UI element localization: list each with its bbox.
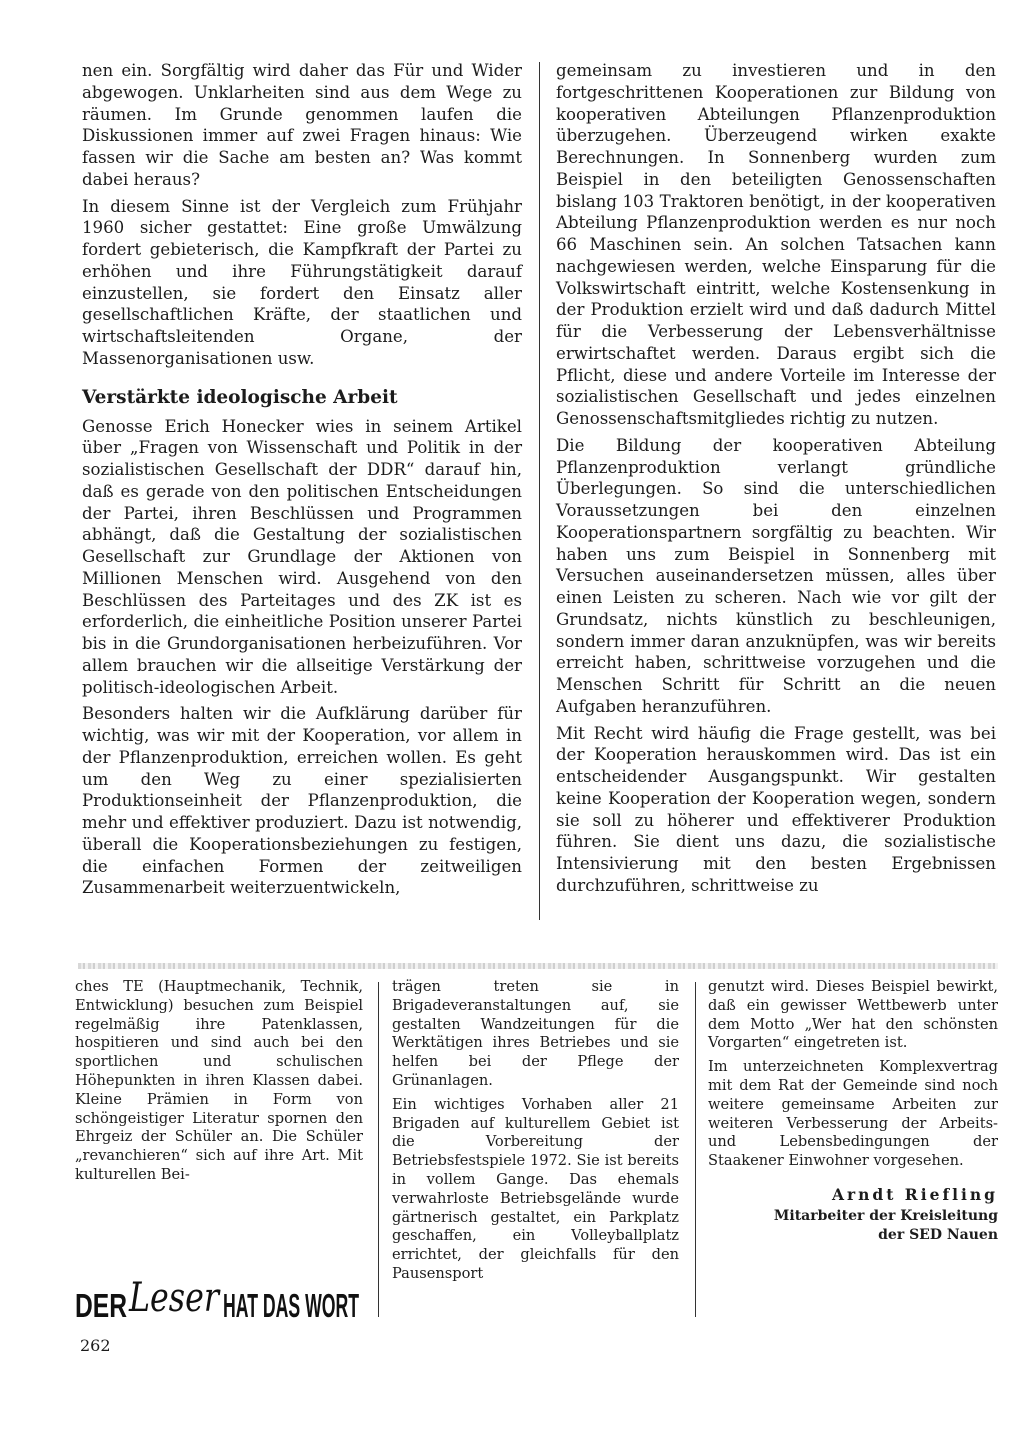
column-rule xyxy=(378,982,379,1317)
der-leser-hat-das-wort-logo xyxy=(75,1265,360,1329)
author-role-line-2: der SED Nauen xyxy=(878,1226,998,1243)
logo-word-der: DER xyxy=(75,1287,128,1324)
paragraph: In diesem Sinne ist der Vergleich zum Frühjahr 1960 sicher gestattet: Eine große Umwälzung fordert gebieterisch, die Kampfkraft der Partei zu erhöhen und ihre Führungstätigkeit darauf einzustellen, sie fordert den Einsatz aller gesellschaftlichen Kräfte, der staatlichen und wirtschaftsleitenden Organe, der Massenorganisationen usw. xyxy=(82,196,522,368)
section-divider xyxy=(78,963,998,969)
logo-word-leser: Leser xyxy=(128,1275,222,1321)
article-column-right xyxy=(556,60,996,902)
paragraph: Ein wichtiges Vorhaben aller 21 Brigaden auf kulturellem Gebiet ist die Vorbereitung der Betriebsfestspiele 1972. Sie ist bereits in vollem Gange. Das ehemals verwahrloste Betriebsgelände wurde gärtnerisch gestaltet, ein Parkplatz geschaffen, ein Volleyballplatz errichtet, der gleichfalls für den Pausensport xyxy=(392,1095,679,1282)
paragraph: Im unterzeichneten Komplexvertrag mit dem Rat der Gemeinde sind noch weitere gemeinsame Arbeiten zur weiteren Verbesserung der Arbeits- und Lebensbedingungen der Staakener Einwohner vorgesehen. xyxy=(708,1058,998,1170)
paragraph: ches TE (Hauptmechanik, Technik, Entwicklung) besuchen zum Beispiel regelmäßig ihre Patenklassen, hospitieren und sind auch bei den sportlichen und schulischen Höhepunkten in ihren Klassen dabei. Kleine Prämien in Form von schöngeistiger Literatur spornen den Ehrgeiz der Schüler an. Die Schüler „revanchieren“ sich auf ihre Art. Mit kulturellen Bei- xyxy=(75,978,363,1183)
paragraph: genutzt wird. Dieses Beispiel bewirkt, daß ein gewisser Wettbewerb unter dem Motto „Wer hat den schönsten Vorgarten“ eingetreten ist. xyxy=(708,978,998,1052)
letter-column-2 xyxy=(392,978,679,1289)
logo-word-hat-das-wort: HAT DAS WORT xyxy=(223,1287,359,1324)
letter-column-3 xyxy=(708,978,998,1245)
letter-column-1 xyxy=(75,978,363,1190)
section-heading: Verstärkte ideologische Arbeit xyxy=(82,386,398,408)
page-number: 262 xyxy=(80,1336,111,1355)
author-role-line-1: Mitarbeiter der Kreisleitung xyxy=(773,1207,998,1224)
column-rule xyxy=(695,982,696,1317)
author-name: Arndt Riefling xyxy=(831,1184,998,1204)
column-rule xyxy=(539,62,540,920)
paragraph: nen ein. Sorgfältig wird daher das Für und Wider abgewogen. Unklarheiten sind aus dem Wege zu räumen. Im Grunde genommen laufen die Diskussionen immer auf zwei Fragen hinaus: Wie fassen wir die Sache am besten an? Was kommt dabei heraus? xyxy=(82,61,522,189)
paragraph: Mit Recht wird häufig die Frage gestellt, was bei der Kooperation herauskommen wird. Das ist ein entscheidender Ausgangspunkt. Wir gestalten keine Kooperation der Kooperation wegen, sondern sie soll zu höherer und effektiverer Produktion führen. Sie dient uns dazu, die sozialistische Intensivierung mit den besten Ergebnissen durchzuführen, schrittweise zu xyxy=(556,723,996,895)
paragraph: Die Bildung der kooperativen Abteilung Pflanzenproduktion verlangt gründliche Überlegungen. So sind die unterschiedlichen Voraussetzungen bei den einzelnen Kooperationspartnern sorgfältig zu beachten. Wir haben uns zum Beispiel in Sonnenberg mit Versuchen auseinandersetzen müssen, alles über einen Leisten zu scheren. Nach wie vor gilt der Grundsatz, nichts künstlich zu beschleunigen, sondern immer daran anzuknüpfen, was wir bereits erreicht haben, schrittweise vorzugehen und die Menschen Schritt für Schritt an die neuen Aufgaben heranzuführen. xyxy=(556,435,996,716)
paragraph: trägen treten sie in Brigadeveranstaltungen auf, sie gestalten Wandzeitungen für die Werktätigen ihres Betriebes und sie helfen bei der Pflege der Grünanlagen. xyxy=(392,978,679,1089)
paragraph: Genosse Erich Honecker wies in seinem Artikel über „Fragen von Wissenschaft und Politik in der sozialistischen Gesellschaft der DDR“ darauf hin, daß es gerade von den politischen Entscheidungen der Partei, ihren Beschlüssen und Programmen abhängt, daß die Gestaltung der sozialistischen Gesellschaft zur Grundlage der Aktionen von Millionen Menschen wird. Ausgehend von den Beschlüssen des Parteitages und des ZK ist es erforderlich, die einheitliche Position unserer Partei bis in die Grundorganisationen herbeizuführen. Vor allem brauchen wir die allseitige Verstärkung der politisch-ideologischen Arbeit. xyxy=(82,416,522,697)
paragraph: Besonders halten wir die Aufklärung darüber für wichtig, was wir mit der Kooperation, vor allem in der Pflanzenproduktion, erreichen wollen. Es geht um den Weg zu einer spezialisierten Produktionseinheit der Pflanzenproduktion, die mehr und effektiver produziert. Dazu ist notwendig, überall die Kooperationsbeziehungen zu festigen, die einfachen Formen der zeitweiligen Zusammenarbeit weiterzuentwickeln, xyxy=(82,704,522,898)
paragraph: gemeinsam zu investieren und in den fortgeschrittenen Kooperationen zur Bildung von kooperativen Abteilungen Pflanzenproduktion überzugehen. Überzeugend wirken exakte Berechnungen. In Sonnenberg wurden zum Beispiel in den beteiligten Genossenschaften bislang 103 Traktoren benötigt, in der kooperativen Abteilung Pflanzenproduktion werden es nur noch 66 Maschinen sein. An solchen Tatsachen kann nachgewiesen werden, welche Einsparung für die Volkswirtschaft eintritt, welche Kostensenkung in der Produktion erzielt wird und daß dadurch Mittel für die Verbesserung der Lebensverhältnisse erwirtschaftet werden. Daraus ergibt sich die Pflicht, diese und andere Vorteile im Interesse der sozialistischen Gesellschaft und jedes einzelnen Genossenschaftsmitgliedes richtig zu nutzen. xyxy=(556,61,996,428)
article-column-left xyxy=(82,60,522,904)
